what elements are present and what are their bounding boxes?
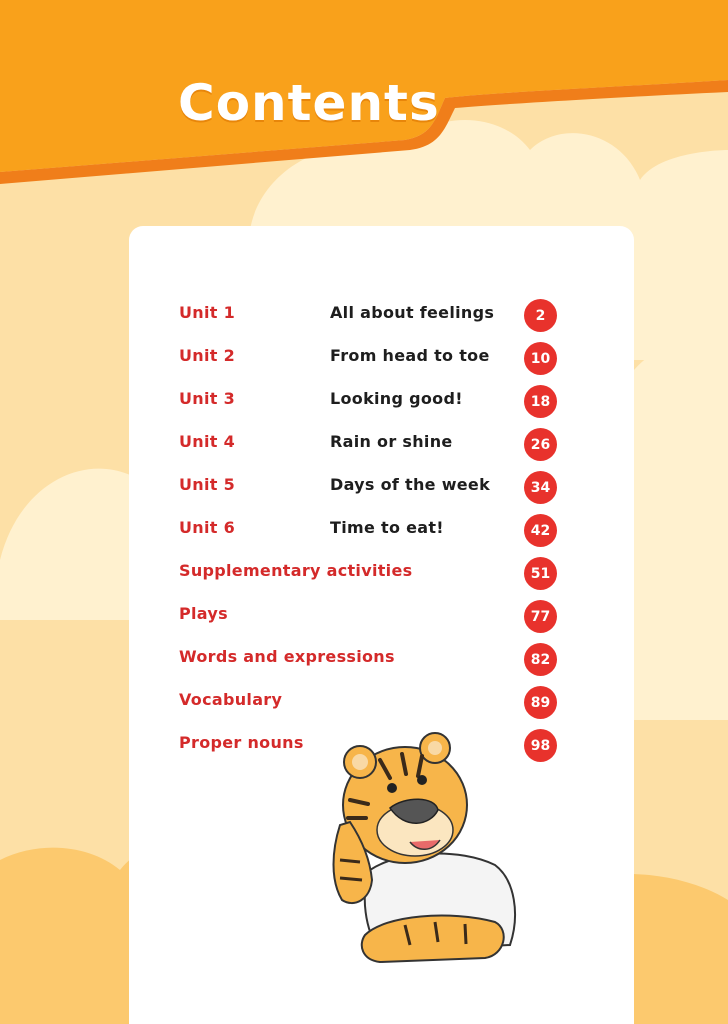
unit-label: Unit 5: [179, 475, 236, 494]
toc-row-unit-6[interactable]: [179, 508, 579, 551]
toc-row-plays[interactable]: [179, 594, 579, 637]
tiger-mascot-illustration: [310, 730, 540, 970]
section-label: Words and expressions: [179, 647, 395, 666]
toc-row-unit-5[interactable]: [179, 465, 579, 508]
page-number-badge: 18: [524, 385, 557, 418]
page-number-badge: 98: [524, 729, 557, 762]
page-number-badge: 77: [524, 600, 557, 633]
page-number-badge: 34: [524, 471, 557, 504]
unit-label: Unit 2: [179, 346, 236, 365]
mascot-ear-left-inner: [352, 754, 368, 770]
section-label: Proper nouns: [179, 733, 304, 752]
page-number-badge: 89: [524, 686, 557, 719]
toc-row-unit-2[interactable]: [179, 336, 579, 379]
toc-row-unit-4[interactable]: [179, 422, 579, 465]
section-label: Vocabulary: [179, 690, 283, 709]
page-number-badge: 26: [524, 428, 557, 461]
unit-topic: From head to toe: [330, 346, 490, 365]
mascot-eye-left: [387, 783, 397, 793]
page-number-badge: 42: [524, 514, 557, 547]
page-title: Contents: [178, 74, 440, 132]
unit-label: Unit 1: [179, 303, 236, 322]
unit-topic: Days of the week: [330, 475, 491, 494]
table-of-contents: [179, 293, 579, 766]
unit-label: Unit 6: [179, 518, 236, 537]
unit-topic: Time to eat!: [330, 518, 444, 537]
page-number-badge: 51: [524, 557, 557, 590]
unit-topic: Rain or shine: [330, 432, 453, 451]
unit-topic: All about feelings: [330, 303, 495, 322]
page-number-badge: 82: [524, 643, 557, 676]
section-label: Plays: [179, 604, 228, 623]
mascot-ear-right-inner: [428, 741, 442, 755]
page-number-badge: 2: [524, 299, 557, 332]
toc-row-vocabulary[interactable]: [179, 680, 579, 723]
unit-label: Unit 4: [179, 432, 236, 451]
toc-row-unit-1[interactable]: [179, 293, 579, 336]
page-number-badge: 10: [524, 342, 557, 375]
cloud-right: [634, 342, 728, 720]
section-label: Supplementary activities: [179, 561, 413, 580]
toc-row-supplementary-activities[interactable]: [179, 551, 579, 594]
toc-row-words-and-expressions[interactable]: [179, 637, 579, 680]
unit-topic: Looking good!: [330, 389, 463, 408]
unit-label: Unit 3: [179, 389, 236, 408]
mascot-eye-right: [417, 775, 427, 785]
toc-row-unit-3[interactable]: [179, 379, 579, 422]
